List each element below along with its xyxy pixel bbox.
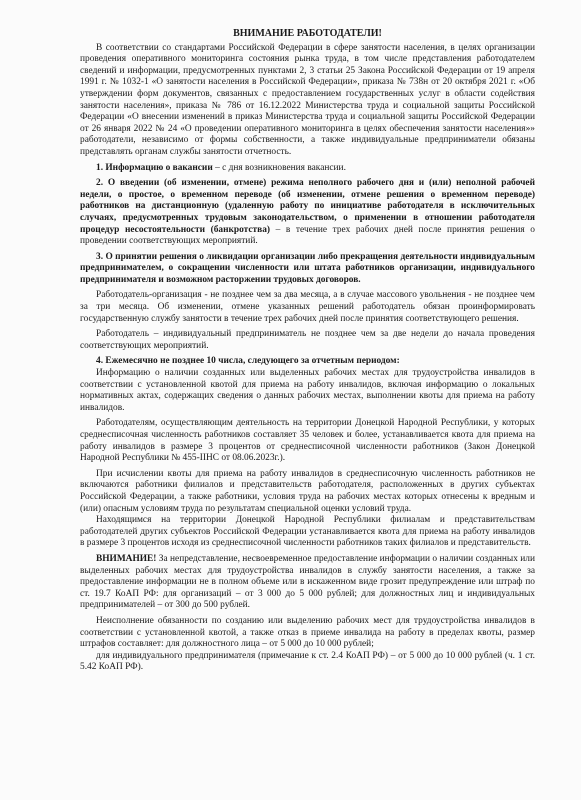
quota-paragraph: Работодателям, осуществляющим деятельность на территории Донецкой Народной Республики, у которых среднесписочная численность работников составляет 35 человек и более, устанавливается квота для приема на работу инвалидов в размере 3 процентов от среднесписочной численности работников (Закон Донецкой Народной Республики № 455-IIНС от 08.06.2023г.). [80, 418, 535, 464]
item-1-text: – с дня возникновения вакансии. [212, 162, 346, 173]
warning-paragraph [80, 554, 535, 612]
item-3-paragraph [80, 252, 535, 287]
page-title: ВНИМАНИЕ РАБОТОДАТЕЛИ! [233, 28, 382, 39]
branches-paragraph: Находящимся на территории Донецкой Народной Республики филиалам и представительствам работодателей других субъектов Российской Федерации устанавливается квота для приема на работу инвалидов в размере 3 процентов исходя из среднесписочной численности работников таких филиалов и представительств. [80, 515, 535, 549]
fines-paragraph: Неисполнение обязанности по созданию или выделению рабочих мест для трудоустройства инвалидов в соответствии с установленной квотой, а также отказ в приеме инвалида на работу в пределах квоты, размер штрафов составляет: для должностного лица – от 5 000 до 10 000 рублей; [80, 615, 535, 650]
warning-text: За непредставление, несвоевременное предоставление информации о наличии созданных или выделенных рабочих местах для трудоустройства инвалидов в службу занятости населения, а также за предоставление информации не в полном объеме или в искаженном виде грозит предупреждение или штраф по ст. 19.7 КоАП РФ: для организаций – от 3 000 до 5 000 рублей; для должностных лиц и индивидуальных предпринимателей – от 300 до 500 рублей. [80, 553, 535, 611]
quota-calculation-paragraph: При исчислении квоты для приема на работу инвалидов в среднесписочную численность работников не включаются работники филиалов и представительств работодателя, расположенных в других субъектах Российской Федерации, а также работники, условия труда на рабочих местах которых отнесены к вредным и (или) опасным условиям труда по результатам специальной оценки условий труда. [80, 468, 535, 514]
item-4-heading: 4. Ежемесячно не позднее 10 числа, следующего за отчетным периодом: [96, 356, 400, 367]
item-4-paragraph [80, 356, 535, 368]
item-1-paragraph [80, 163, 535, 175]
item-3-entrepreneur-paragraph: Работодатель – индивидуальный предприниматель не позднее чем за две недели до начала проведения соответствующих мероприятий. [80, 329, 535, 351]
item-2-text: – в течение трех рабочих дней после принятия решения о проведении соответствующих мероприятий. [80, 224, 535, 247]
entrepreneur-fines-paragraph: для индивидуального предпринимателя (примечание к ст. 2.4 КоАП РФ) – от 5 000 до 10 000 рублей (ч. 1 ст. 5.42 КоАП РФ). [80, 650, 535, 673]
item-3-heading: 3. О принятии решения о ликвидации организации либо прекращения деятельности индивидуальным предпринимателем, о сокращении численности или штата работников организации, индивидуального предпринимателя и возможном расторжении трудовых договоров. [80, 251, 535, 285]
item-1-heading: 1. Информацию о вакансии [96, 162, 213, 173]
warning-heading: ВНИМАНИЕ! [96, 553, 157, 564]
item-3-organization-paragraph: Работодатель-организация - не позднее чем за два месяца, а в случае массового увольнения - не позднее чем за три месяца. Об изменении, отмене указанных решений работодатель обязан проинформировать государственную службу занятости в течение трех рабочих дней после принятия соответствующего решения. [80, 290, 535, 324]
item-4-text: Информацию о наличии созданных или выделенных рабочих местах для трудоустройства инвалидов в соответствии с установленной квотой для приема на работу инвалидов, включая информацию о локальных нормативных актах, содержащих сведения о данных рабочих местах, выполнении квоты для приема на работу инвалидов. [80, 368, 535, 413]
intro-paragraph: В соответствии со стандартами Российской Федерации в сфере занятости населения, в целях организации проведения оперативного мониторинга состояния рынка труда, в том числе представления работодателем сведений и информации, предусмотренных пунктами 2, 3 статьи 25 Закона Российской Федерации от 19 апреля 1991 г. № 1032-1 «О занятости населения в Российской Федерации», приказа № 738н от 20 октября 2021 г. «Об утверждении форм документов, связанных с предоставлением государственных услуг в области содействия занятости населения», приказа № 786 от 16.12.2022 Министерства труда и социальной защиты Российской Федерации «О внесении изменений в приказ Министерства труда и социальной защиты Российской Федерации от 26 января 2022 № 24 «О проведении оперативного мониторинга в целях обеспечения занятости населения»» работодатели, независимо от формы собственности, а также индивидуальные предприниматели обязаны представлять органам службы занятости отчетность. [80, 42, 535, 157]
item-2-paragraph [80, 178, 535, 248]
item-2-heading: 2. О введении (об изменении, отмене) режима неполного рабочего дня и (или) неполной рабочей недели, о простое, о временном переводе (об изменении, отмене решения о временном переводе) работников на дистанционную (удаленную работу по инициативе работодателя в исключительных случаях, предусмотренных трудовым законодательством, о применении в отношении работодателя процедур несостоятельности (банкротства) [80, 178, 535, 235]
